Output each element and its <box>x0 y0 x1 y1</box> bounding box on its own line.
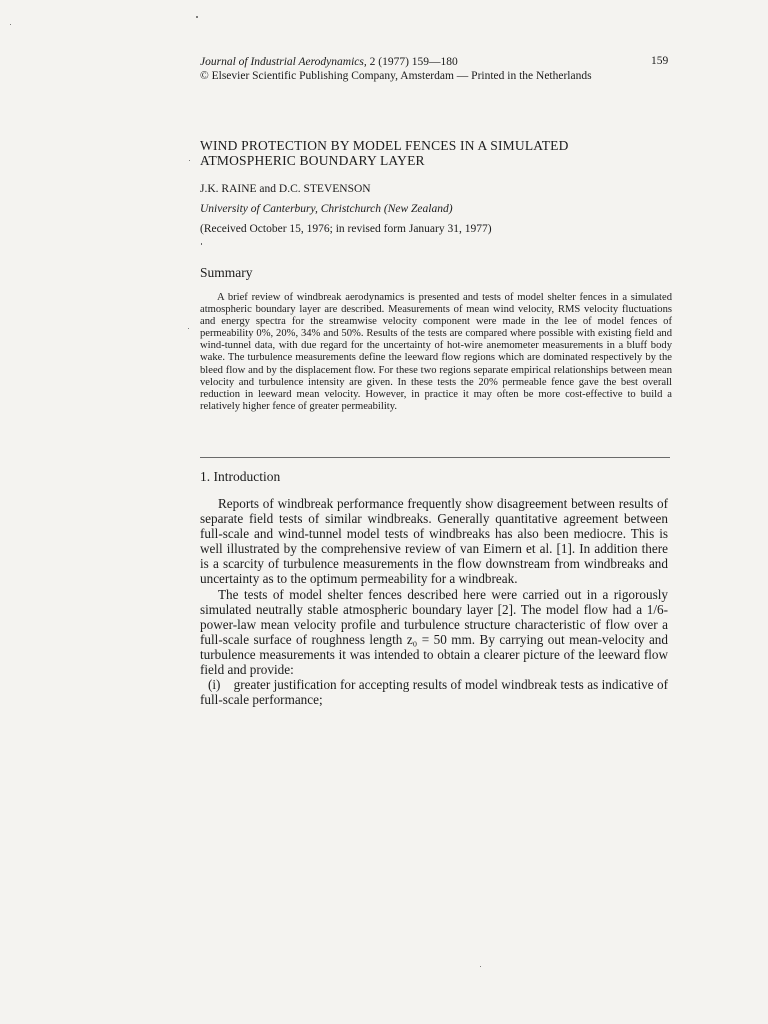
article-title <box>200 138 640 168</box>
summary-heading: Summary <box>200 265 253 280</box>
journal-line <box>200 55 680 69</box>
scan-speck <box>196 16 198 18</box>
journal-citation <box>200 55 680 83</box>
scan-speck <box>10 24 11 25</box>
scan-speck <box>188 328 189 329</box>
introduction-paragraph-1: Reports of windbreak performance frequently show disagreement between results of separate field tests of similar windbreaks. Generally quantitative agreement between full-scale and wind-tunnel model tests of windbreaks has also been mediocre. This is well illustrated by the comprehensive review of van Eimern et al. [1]. In addition there is a scarcity of turbulence measurements in the flow downstream from windbreaks and uncertainty as to the optimum permeability for a windbreak. <box>200 496 668 587</box>
journal-name: Journal of Industrial Aerodynamics, <box>200 56 367 68</box>
scan-speck <box>480 966 481 967</box>
introduction-list-item: (i) greater justification for accepting results of model windbreak tests as indicative of full-scale performance; <box>200 677 668 708</box>
introduction-heading: 1. Introduction <box>200 469 281 484</box>
journal-issue: 2 (1977) 159—180 <box>369 56 458 68</box>
summary-text: A brief review of windbreak aerodynamics is presented and tests of model shelter fences in a simulated atmospheric boundary layer are described. Measurements of mean wind velocity, RMS velocity fluctuations and energy spectra for the streamwise velocity component were made in the lee of model fences of permeability 0%, 20%, 34% and 50%. Results of the tests are compared where possible with existing field and wind-tunnel data, with due regard for the uncertainty of hot-wire anemometer measurements in a bluff body wake. The turbulence measurements define the leeward flow regions which are dominated respectively by the bleed flow and by the displacement flow. For these two regions separate empirical relationships between mean velocity and turbulence intensity are given. In these tests the 20% permeable fence gave the best overall reduction in leeward mean velocity. However, in practice it may often be more cost-effective to build a relatively higher fence of greater permeability. <box>200 292 672 412</box>
title-line-1: WIND PROTECTION BY MODEL FENCES IN A SIMULATED <box>200 138 569 153</box>
title-line-2: ATMOSPHERIC BOUNDARY LAYER <box>200 153 425 168</box>
authors: J.K. RAINE and D.C. STEVENSON <box>200 183 371 195</box>
scan-speck <box>189 160 190 161</box>
publisher-line: © Elsevier Scientific Publishing Company, Amsterdam — Printed in the Netherlands <box>200 70 592 82</box>
received-dates: (Received October 15, 1976; in revised form January 31, 1977) <box>200 223 492 235</box>
scan-speck <box>201 243 202 245</box>
introduction-paragraph-2: The tests of model shelter fences described here were carried out in a rigorously simulated neutrally stable atmospheric boundary layer [2]. The model flow had a 1/6-power-law mean velocity profile and turbulence structure characteristic of flow over a full-scale surface of roughness length z₀ = 50 mm. By carrying out mean-velocity and turbulence measurements it was intended to obtain a clearer picture of the leeward flow field and provide: <box>200 586 668 678</box>
introduction-body <box>200 496 668 707</box>
affiliation: University of Canterbury, Christchurch (New Zealand) <box>200 203 453 215</box>
section-divider <box>200 457 670 458</box>
page-number: 159 <box>651 55 669 67</box>
